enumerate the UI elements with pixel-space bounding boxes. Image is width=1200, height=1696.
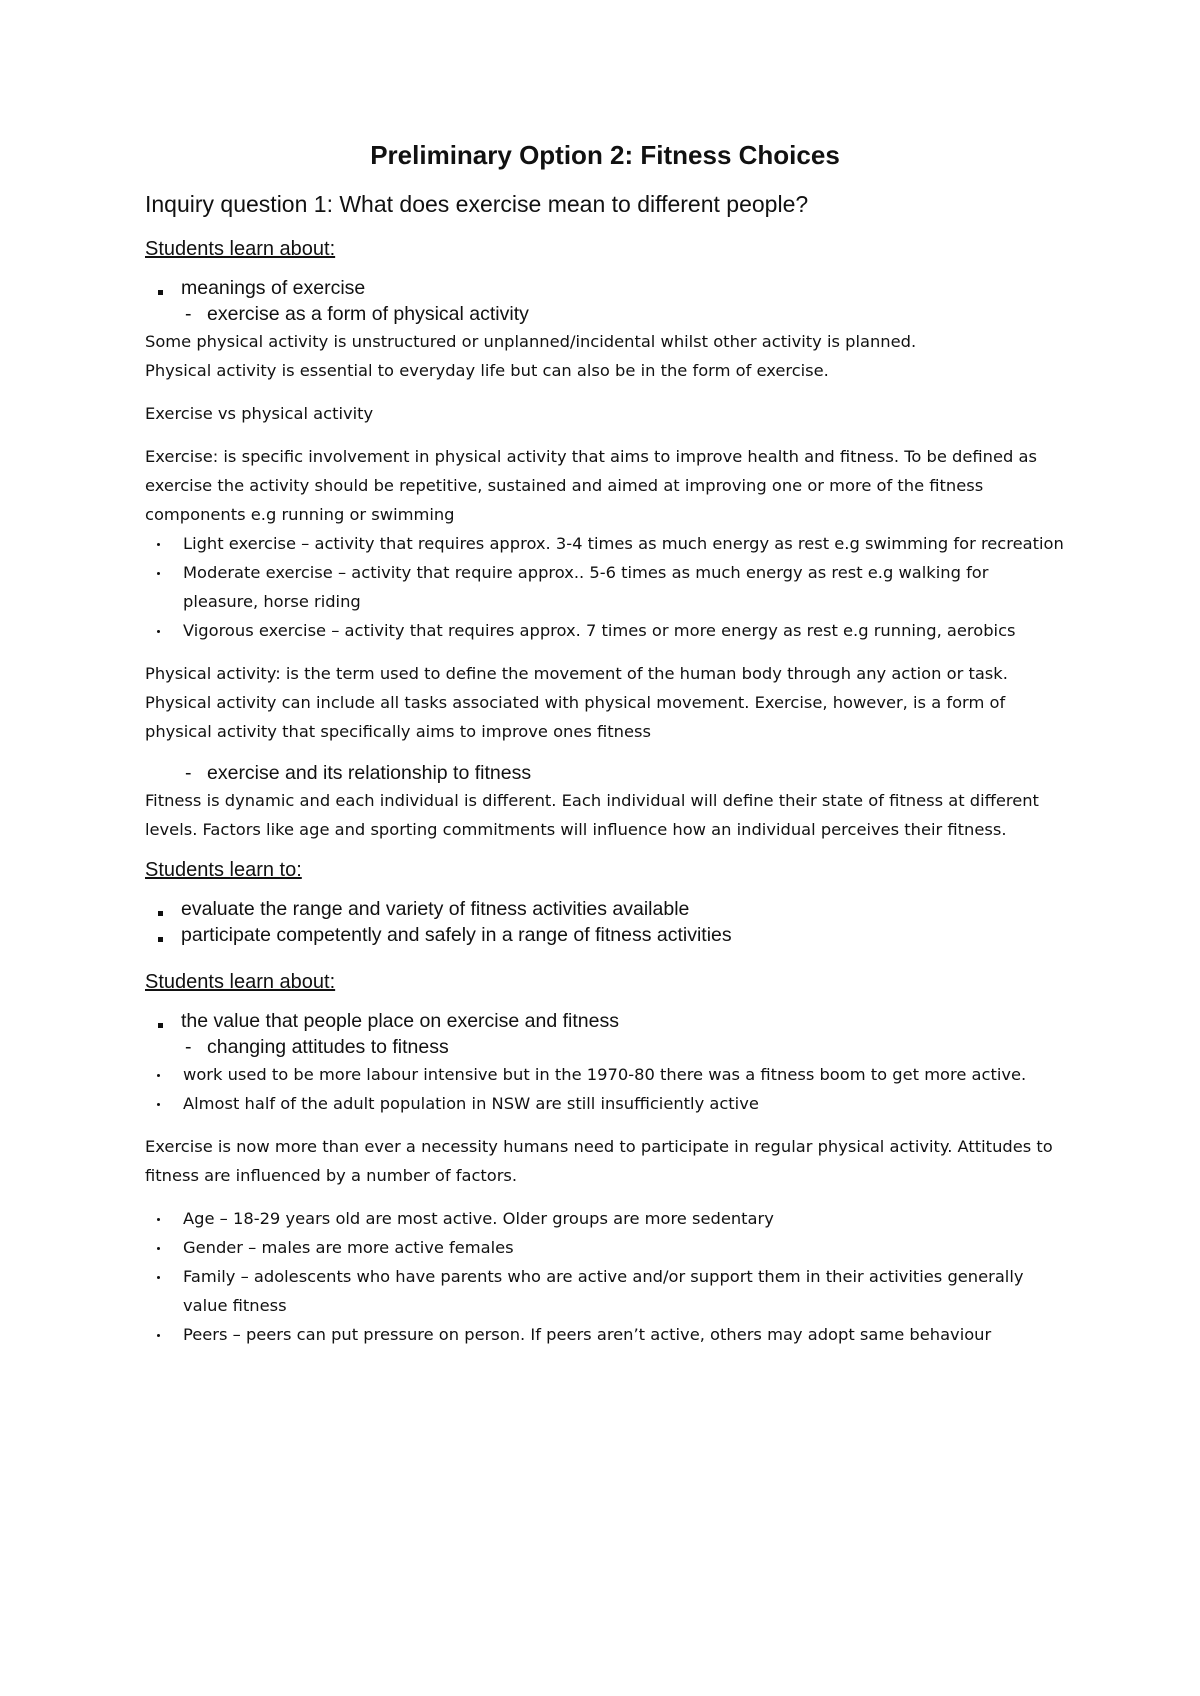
paragraph: Some physical activity is unstructured or unplanned/incidental whilst other activity is planned.	[145, 331, 917, 351]
list-item: Moderate exercise – activity that require approx.. 5-6 times as much energy as rest e.g walking for pleasure, horse riding	[145, 558, 1065, 616]
dash-list	[145, 1034, 1065, 1060]
attitude-points-list	[145, 1060, 1065, 1118]
list-item: meanings of exercise	[145, 275, 1065, 301]
exercise-definition: Exercise: is specific involvement in physical activity that aims to improve health and fitness. To be defined as exercise the activity should be repetitive, sustained and aimed at improving one or more of the fitness components e.g running or swimming	[145, 446, 1037, 524]
list-item: the value that people place on exercise and fitness	[145, 1008, 1065, 1034]
list-item: - exercise as a form of physical activity	[145, 301, 1065, 327]
list-item: - changing attitudes to fitness	[145, 1034, 1065, 1060]
paragraph: Physical activity is essential to everyday life but can also be in the form of exercise.	[145, 360, 829, 380]
dash-list	[145, 760, 1065, 786]
paragraph: Exercise is now more than ever a necessity humans need to participate in regular physical activity. Attitudes to fitness are influenced by a number of factors.	[145, 1136, 1053, 1185]
list-item: Peers – peers can put pressure on person. If peers aren’t active, others may adopt same behaviour	[145, 1320, 1065, 1349]
fitness-paragraph: Fitness is dynamic and each individual is different. Each individual will define their state of fitness at different levels. Factors like age and sporting commitments will influence how an individual perceives their fitness.	[145, 790, 1039, 839]
list-item: Almost half of the adult population in NSW are still insufficiently active	[145, 1089, 1065, 1118]
list-item: Vigorous exercise – activity that requires approx. 7 times or more energy as rest e.g running, aerobics	[145, 616, 1065, 645]
list-item: Age – 18-29 years old are most active. Older groups are more sedentary	[145, 1204, 1065, 1233]
list-item: Family – adolescents who have parents who are active and/or support them in their activities generally value fitness	[145, 1262, 1065, 1320]
list-item: evaluate the range and variety of fitness activities available	[145, 896, 1065, 922]
list-item: Gender – males are more active females	[145, 1233, 1065, 1262]
subheading: Exercise vs physical activity	[145, 403, 374, 423]
section-heading-learn-about: Students learn about:	[145, 237, 336, 260]
list-item: participate competently and safely in a range of fitness activities	[145, 922, 1065, 948]
bullet-list	[145, 1008, 1065, 1034]
inquiry-question: Inquiry question 1: What does exercise mean to different people?	[145, 191, 809, 218]
dash-list	[145, 301, 1065, 327]
physical-activity-definition: Physical activity: is the term used to define the movement of the human body through any action or task. Physical activity can include all tasks associated with physical movement. Exercise, however, is a form of physical activity that specifically aims to improve ones fitness	[145, 663, 1008, 741]
exercise-types-list	[145, 529, 1065, 645]
section-heading-learn-about: Students learn about:	[145, 970, 336, 993]
list-item: - exercise and its relationship to fitness	[145, 760, 1065, 786]
document-title: Preliminary Option 2: Fitness Choices	[370, 140, 840, 170]
section-heading-learn-to: Students learn to:	[145, 858, 302, 881]
document-content	[145, 140, 1065, 1349]
list-item: Light exercise – activity that requires approx. 3-4 times as much energy as rest e.g swimming for recreation	[145, 529, 1065, 558]
bullet-list	[145, 896, 1065, 948]
bullet-list	[145, 275, 1065, 301]
factors-list	[145, 1204, 1065, 1349]
list-item: work used to be more labour intensive but in the 1970-80 there was a fitness boom to get more active.	[145, 1060, 1065, 1089]
